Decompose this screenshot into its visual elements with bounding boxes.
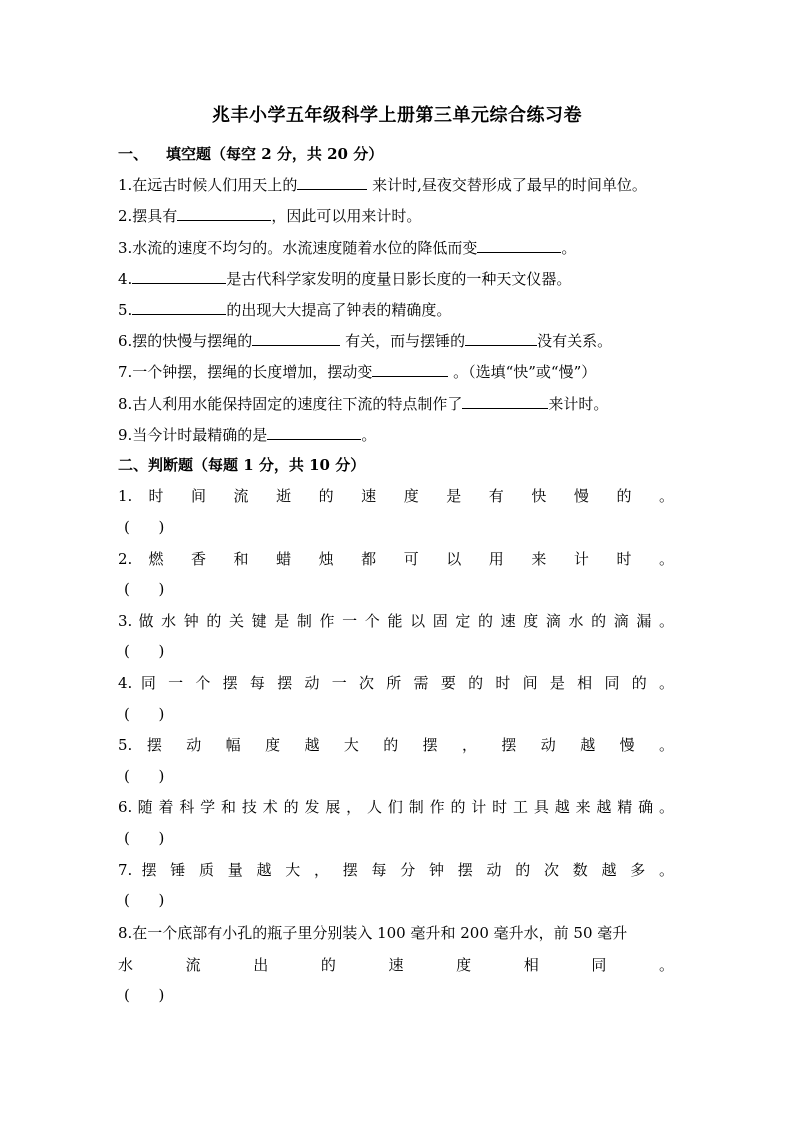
question-text: 2.摆具有 bbox=[118, 207, 178, 225]
question-text: 6.摆的快慢与摆绳的 bbox=[118, 332, 253, 350]
question-text: 。（选填“快”或“慢”） bbox=[448, 363, 597, 381]
answer-parentheses[interactable]: ( ) bbox=[124, 891, 165, 909]
answer-blank[interactable] bbox=[252, 329, 340, 346]
section-label: 填空题（每空 2 分，共 20 分） bbox=[166, 145, 384, 163]
judge-question: 8.在一个底部有小孔的瓶子里分别装入 100 毫升和 200 毫升水，前 50 毫升 bbox=[118, 924, 628, 942]
question-text: 7.一个钟摆，摆绳的长度增加，摆动变 bbox=[118, 363, 373, 381]
answer-blank[interactable] bbox=[477, 236, 561, 253]
fill-question bbox=[118, 423, 376, 446]
answer-parentheses[interactable]: ( ) bbox=[124, 767, 165, 785]
question-text: 。 bbox=[361, 426, 377, 444]
fill-question bbox=[118, 173, 647, 196]
judge-question: 3. 做 水 钟 的 关 键 是 制 作 一 个 能 以 固 定 的 速 度 滴 水 的 滴 漏 。 bbox=[118, 612, 674, 630]
answer-blank[interactable] bbox=[297, 173, 367, 190]
answer-blank[interactable] bbox=[372, 360, 448, 377]
judge-question: 4. 同 一 个 摆 每 摆 动 一 次 所 需 要 的 时 间 是 相 同 的 。 bbox=[118, 674, 674, 692]
question-text: 来计时,昼夜交替形成了最早的时间单位。 bbox=[367, 176, 647, 194]
fill-question bbox=[118, 329, 612, 352]
question-text: 8.古人利用水能保持固定的速度往下流的特点制作了 bbox=[118, 395, 463, 413]
question-text: 的出现大大提高了钟表的精确度。 bbox=[226, 301, 452, 319]
question-text: ，因此可以用来计时。 bbox=[271, 207, 422, 225]
judge-question: 7. 摆 锤 质 量 越 大 ， 摆 每 分 钟 摆 动 的 次 数 越 多 。 bbox=[118, 861, 674, 879]
answer-parentheses[interactable]: ( ) bbox=[124, 518, 165, 536]
section-label: 二、判断题（每题 1 分，共 10 分） bbox=[118, 456, 366, 474]
fill-question bbox=[118, 392, 608, 415]
judge-question: 6. 随 着 科 学 和 技 术 的 发 展 ， 人 们 制 作 的 计 时 工 具 越 来 越 精 确 。 bbox=[118, 798, 674, 816]
section-number: 一、 bbox=[118, 145, 149, 163]
fill-question bbox=[118, 298, 451, 321]
answer-parentheses[interactable]: ( ) bbox=[124, 580, 165, 598]
question-text: 。 bbox=[561, 239, 577, 257]
judge-question: 1. 时 间 流 逝 的 速 度 是 有 快 慢 的 。 bbox=[118, 487, 674, 505]
question-text: 5. bbox=[118, 301, 133, 319]
answer-blank[interactable] bbox=[132, 267, 226, 284]
judge-question: 5. 摆 动 幅 度 越 大 的 摆 ， 摆 动 越 慢 。 bbox=[118, 736, 674, 754]
answer-parentheses[interactable]: ( ) bbox=[124, 986, 165, 1004]
answer-blank[interactable] bbox=[132, 298, 226, 315]
section-fill-heading bbox=[118, 143, 383, 165]
answer-blank[interactable] bbox=[177, 204, 271, 221]
question-text: 9.当今计时最精确的是 bbox=[118, 426, 268, 444]
fill-question bbox=[118, 360, 596, 383]
page-title: 兆丰小学五年级科学上册第三单元综合练习卷 bbox=[212, 105, 582, 126]
answer-parentheses[interactable]: ( ) bbox=[124, 705, 165, 723]
section-judge-heading bbox=[118, 454, 365, 476]
answer-blank[interactable] bbox=[267, 423, 361, 440]
question-text: 是古代科学家发明的度量日影长度的一种天文仪器。 bbox=[226, 270, 572, 288]
question-text: 3.水流的速度不均匀的。水流速度随着水位的降低而变 bbox=[118, 239, 478, 257]
judge-question-continued: 水 流 出 的 速 度 相 同 。 bbox=[118, 956, 674, 974]
fill-question bbox=[118, 236, 576, 259]
answer-parentheses[interactable]: ( ) bbox=[124, 642, 165, 660]
answer-parentheses[interactable]: ( ) bbox=[124, 829, 165, 847]
answer-blank[interactable] bbox=[465, 329, 537, 346]
question-text: 来计时。 bbox=[548, 395, 609, 413]
question-text: 1.在远古时候人们用天上的 bbox=[118, 176, 298, 194]
question-text: 没有关系。 bbox=[537, 332, 613, 350]
question-text: 4. bbox=[118, 270, 133, 288]
fill-question bbox=[118, 204, 421, 227]
answer-blank[interactable] bbox=[462, 392, 548, 409]
question-text: 有关，而与摆锤的 bbox=[340, 332, 466, 350]
judge-question: 2. 燃 香 和 蜡 烛 都 可 以 用 来 计 时 。 bbox=[118, 550, 674, 568]
fill-question bbox=[118, 267, 571, 290]
